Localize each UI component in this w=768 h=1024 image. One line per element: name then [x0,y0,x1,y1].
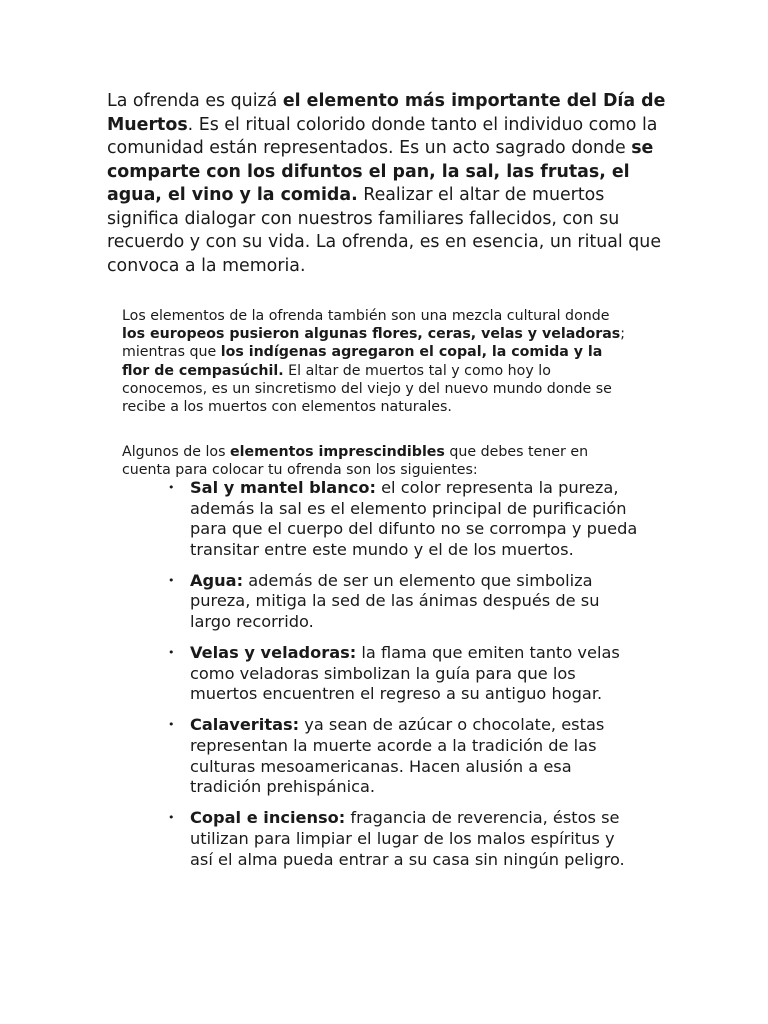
list-item [122,715,642,797]
para1-bold-1: los europeos pusieron algunas flores, ceras, velas y veladoras [122,326,621,343]
list-item [122,478,642,560]
item-term: Sal y mantel blanco: [190,478,376,497]
bullet-icon: • [168,718,175,732]
intro-text-2: . Es el ritual colorido donde tanto el individuo como la comunidad están representados. Es un acto sagrado donde [107,114,658,158]
item-text: además de ser un elemento que simboliza pureza, mitiga la sed de las ánimas después de su largo recorrido. [190,570,600,632]
list-item [122,571,642,633]
item-term: Copal e incienso: [190,808,346,828]
item-term: Velas y veladoras: [190,643,357,663]
item-term: Calaveritas: [190,715,300,735]
intro-text-1: La ofrenda es quizá [107,91,283,111]
para2-bold-1: elementos imprescindibles [230,444,445,460]
item-text: el color representa la pureza, además la sal es el elemento principal de purificación para que el cuerpo del difunto no se corrompa y pueda transitar entre este mundo y el de los muertos. [190,478,638,559]
item-text: fragancia de reverencia, éstos se utilizan para limpiar el lugar de los malos espíritus y así el alma pueda entrar a su casa sin ningún peligro. [190,808,625,869]
elements-intro-paragraph [122,443,632,479]
bullet-icon: • [168,481,175,494]
intro-bold-1: el elemento más importante del Día de Muertos [107,91,666,135]
para2-text-2: que debes tener en cuenta para colocar tu ofrenda son los siguientes: [122,444,589,479]
item-text: ya sean de azúcar o chocolate, estas representan la muerte acorde a la tradición de las culturas mesoamericanas. Hacen alusión a esa tradición prehispánica. [190,715,605,797]
bullet-icon: • [168,646,175,660]
cultural-mix-paragraph [122,307,632,416]
item-text: la flama que emiten tanto velas como veladoras simbolizan la guía para que los muertos encuentren el regreso a su antiguo hogar. [190,643,620,704]
list-item [122,643,642,705]
list-item [122,808,642,870]
bullet-icon: • [168,573,175,587]
para1-bold-2: los indígenas agregaron el copal, la comida y la flor de cempasúchil. [122,344,603,379]
bullet-icon: • [168,811,175,825]
para1-text-1: Los elementos de la ofrenda también son una mezcla cultural donde [122,308,610,324]
intro-bold-2: se comparte con los difuntos el pan, la sal, las frutas, el agua, el vino y la comida. [107,138,654,205]
para1-text-3: El altar de muertos tal y como hoy lo conocemos, es un sincretismo del viejo y del nuevo mundo donde se recibe a los muertos con elementos naturales. [122,362,612,416]
intro-text-3: Realizar el altar de muertos significa dialogar con nuestros familiares fallecidos, con su recuerdo y con su vida. La ofrenda, es en esencia, un ritual que convoca a la memoria. [107,185,662,276]
item-term: Agua: [190,570,244,590]
para1-text-2: ; mientras que [122,326,626,361]
ofrenda-elements-list [122,478,642,881]
para2-text-1: Algunos de los [122,444,230,460]
intro-paragraph [107,90,667,278]
